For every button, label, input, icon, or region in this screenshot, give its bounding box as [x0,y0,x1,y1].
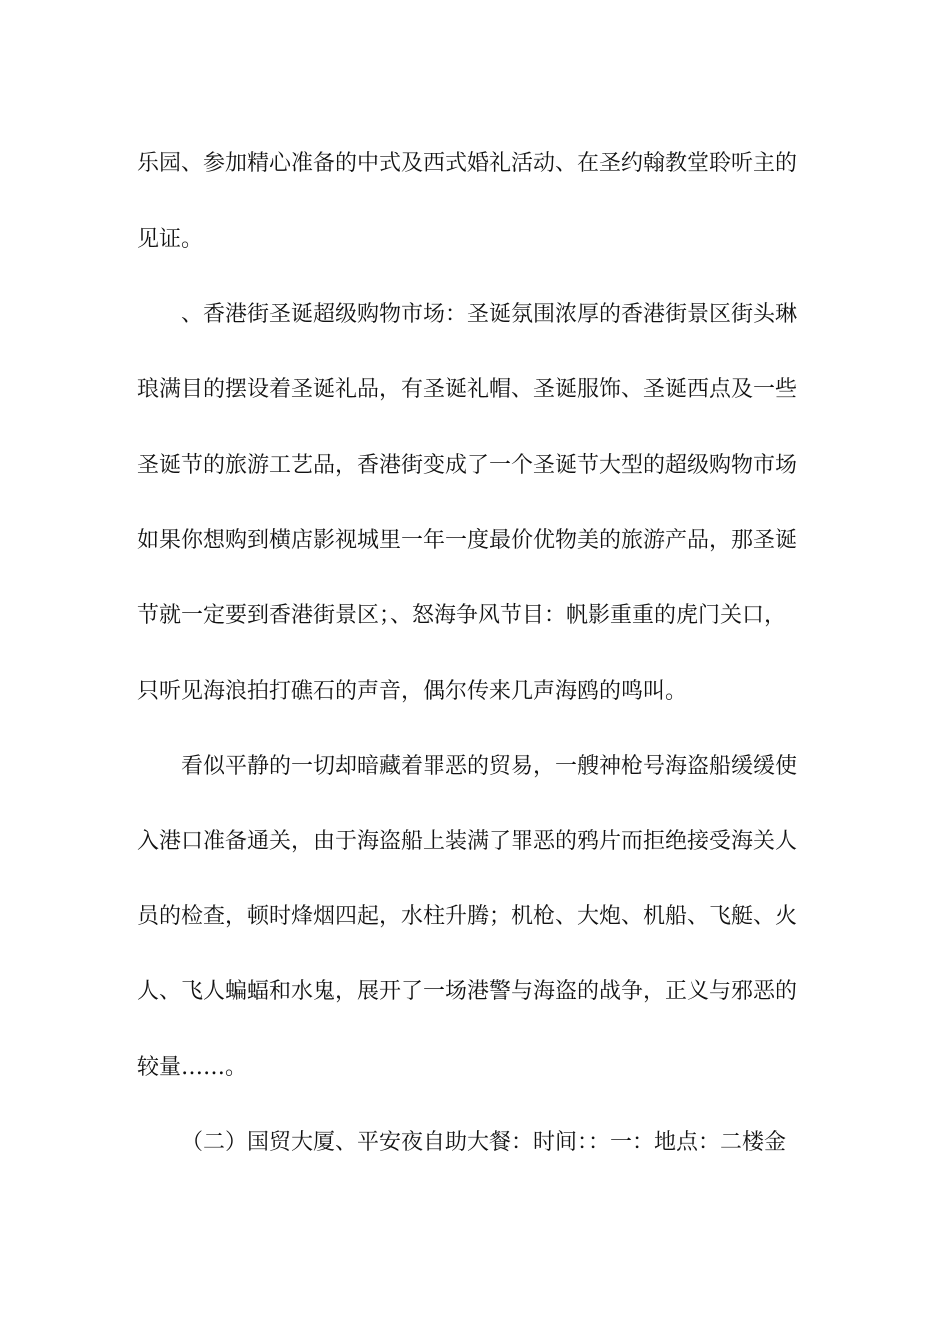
text-line: 只听见海浪拍打礁石的声音，偶尔传来几声海鸥的鸣叫。 [137,679,688,704]
text-line: 如果你想购到横店影视城里一年一度最价优物美的旅游产品，那圣诞 [137,528,798,553]
text-line: 乐园、参加精心准备的中式及西式婚礼活动、在圣约翰教堂聆听主的 [137,151,798,176]
text-line: 员的检查，顿时烽烟四起，水柱升腾；机枪、大炮、机船、飞艇、火 [137,904,798,929]
text-line: 、香港街圣诞超级购物市场：圣诞氛围浓厚的香港街景区街头琳 [181,302,798,327]
text-line: 人、飞人蝙蝠和水鬼，展开了一场港警与海盗的战争，正义与邪恶的 [137,979,798,1004]
text-line: 节就一定要到香港街景区；、怒海争风节目：帆影重重的虎门关口， [137,603,787,628]
text-line: 琅满目的摆设着圣诞礼品，有圣诞礼帽、圣诞服饰、圣诞西点及一些 [137,377,798,402]
text-line: 较量……。 [137,1055,248,1080]
text-line: 见证。 [137,227,204,252]
text-line: 圣诞节的旅游工艺品，香港街变成了一个圣诞节大型的超级购物市场 [137,453,798,478]
text-line: （二）国贸大厦、平安夜自助大餐：时间：：一：地点：二楼金 [181,1130,787,1155]
text-line: 看似平静的一切却暗藏着罪恶的贸易，一艘神枪号海盗船缓缓使 [181,754,798,779]
text-line: 入港口准备通关，由于海盗船上装满了罪恶的鸦片而拒绝接受海关人 [137,829,798,854]
